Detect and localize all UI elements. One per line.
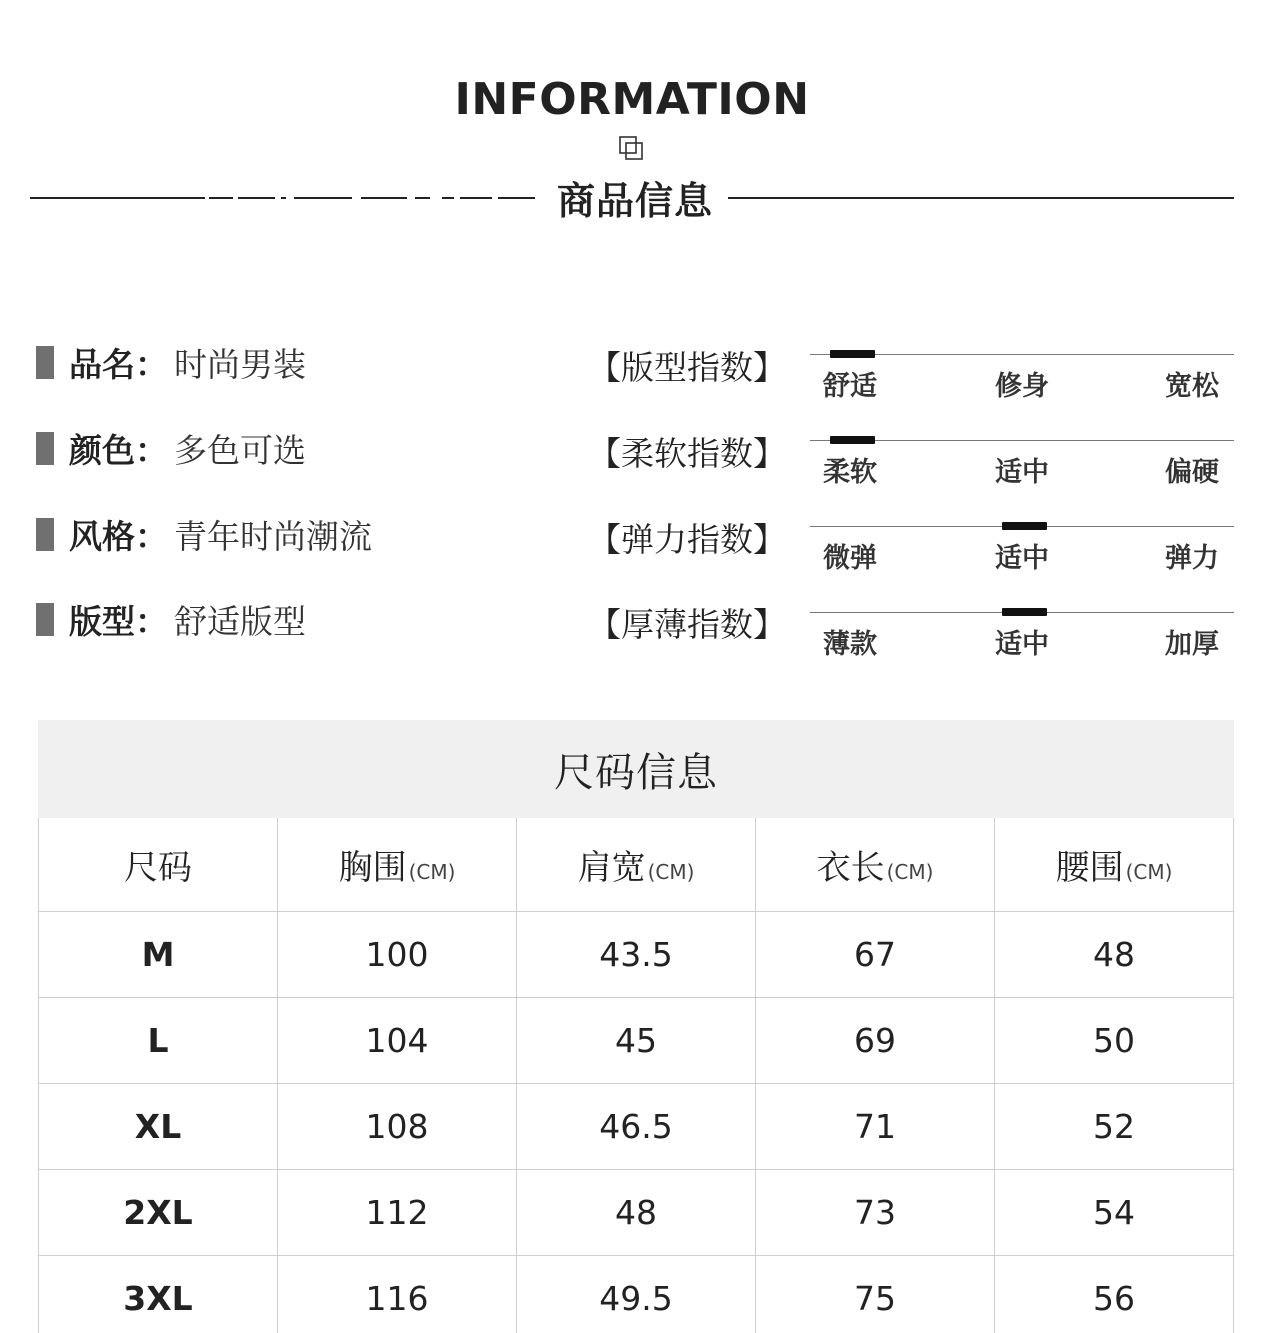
- column-header-waist: [995, 818, 1234, 911]
- size-cell: L: [39, 997, 278, 1083]
- length-cell: 71: [756, 1083, 995, 1169]
- softness-index-scale: [810, 440, 1234, 500]
- size-table: [38, 818, 1234, 1333]
- scale-label-low: 薄款: [823, 629, 877, 660]
- index-label-thickness: 【厚薄指数】: [588, 605, 786, 644]
- info-colon: ：: [135, 516, 168, 556]
- scale-label-high: 弹力: [1165, 543, 1219, 574]
- info-colon: ：: [135, 430, 168, 470]
- column-unit: (CM): [647, 859, 695, 884]
- info-value: 青年时尚潮流: [174, 516, 372, 556]
- bullet-bar: [36, 432, 54, 465]
- size-cell: 3XL: [39, 1255, 278, 1333]
- info-key: 风格: [69, 516, 135, 556]
- shoulder-cell: 46.5: [517, 1083, 756, 1169]
- column-header-length: [756, 818, 995, 911]
- table-header-row: [39, 818, 1234, 911]
- waist-cell: 50: [995, 997, 1234, 1083]
- size-cell: 2XL: [39, 1169, 278, 1255]
- chest-cell: 116: [278, 1255, 517, 1333]
- english-title: INFORMATION: [454, 74, 810, 125]
- shoulder-cell: 49.5: [517, 1255, 756, 1333]
- info-value: 舒适版型: [174, 601, 306, 641]
- scale-label-high: 宽松: [1165, 371, 1219, 402]
- header-divider-right: [728, 197, 1234, 199]
- column-name: 衣长: [816, 847, 885, 888]
- column-header-chest: [278, 818, 517, 911]
- info-value: 多色可选: [174, 430, 306, 470]
- shoulder-cell: 45: [517, 997, 756, 1083]
- info-colon: ：: [135, 344, 168, 384]
- index-label-elasticity: 【弹力指数】: [588, 520, 786, 559]
- size-cell: XL: [39, 1083, 278, 1169]
- column-name: 腰围: [1055, 847, 1124, 888]
- chest-cell: 104: [278, 997, 517, 1083]
- length-cell: 75: [756, 1255, 995, 1333]
- index-label-fit: 【版型指数】: [588, 348, 786, 387]
- table-row: [39, 1255, 1234, 1333]
- length-cell: 67: [756, 911, 995, 997]
- bullet-bar: [36, 346, 54, 379]
- index-label-softness: 【柔软指数】: [588, 434, 786, 473]
- fit-index-scale: [810, 354, 1234, 414]
- table-row: [39, 1169, 1234, 1255]
- column-name: 尺码: [124, 847, 192, 888]
- scale-label-high: 偏硬: [1165, 457, 1219, 488]
- chest-cell: 100: [278, 911, 517, 997]
- header-divider-left: [30, 197, 535, 199]
- scale-marker: [830, 436, 875, 444]
- bullet-bar: [36, 603, 54, 636]
- scale-label-mid: 适中: [995, 629, 1049, 660]
- logo-square-icon: [619, 136, 645, 162]
- length-cell: 73: [756, 1169, 995, 1255]
- table-row: [39, 911, 1234, 997]
- info-key: 品名: [69, 344, 135, 384]
- column-header-shoulder: [517, 818, 756, 911]
- scale-marker: [830, 350, 875, 358]
- scale-label-high: 加厚: [1165, 629, 1219, 660]
- info-value: 时尚男装: [174, 344, 306, 384]
- column-name: 胸围: [338, 847, 407, 888]
- column-unit: (CM): [1125, 859, 1173, 884]
- waist-cell: 56: [995, 1255, 1234, 1333]
- shoulder-cell: 48: [517, 1169, 756, 1255]
- scale-label-low: 微弹: [823, 543, 877, 574]
- info-row-style: [36, 514, 372, 554]
- column-unit: (CM): [408, 859, 456, 884]
- info-key: 版型: [69, 601, 135, 641]
- waist-cell: 48: [995, 911, 1234, 997]
- info-row-name: [36, 342, 306, 382]
- chinese-title: 商品信息: [556, 179, 713, 223]
- info-colon: ：: [135, 601, 168, 641]
- shoulder-cell: 43.5: [517, 911, 756, 997]
- scale-marker: [1002, 522, 1047, 530]
- table-row: [39, 997, 1234, 1083]
- column-unit: (CM): [886, 859, 934, 884]
- bullet-bar: [36, 518, 54, 551]
- elasticity-index-scale: [810, 526, 1234, 586]
- waist-cell: 54: [995, 1169, 1234, 1255]
- scale-label-mid: 适中: [995, 543, 1049, 574]
- scale-marker: [1002, 608, 1047, 616]
- scale-label-low: 柔软: [823, 457, 877, 488]
- chest-cell: 108: [278, 1083, 517, 1169]
- size-table-title: 尺码信息: [38, 720, 1234, 818]
- info-row-fit: [36, 599, 306, 639]
- scale-label-low: 舒适: [823, 371, 877, 402]
- info-key: 颜色: [69, 430, 135, 470]
- scale-label-mid: 适中: [995, 457, 1049, 488]
- chest-cell: 112: [278, 1169, 517, 1255]
- info-row-color: [36, 428, 306, 468]
- size-cell: M: [39, 911, 278, 997]
- thickness-index-scale: [810, 612, 1234, 672]
- column-header-size: [39, 818, 278, 911]
- length-cell: 69: [756, 997, 995, 1083]
- waist-cell: 52: [995, 1083, 1234, 1169]
- column-name: 肩宽: [577, 847, 646, 888]
- table-row: [39, 1083, 1234, 1169]
- scale-label-mid: 修身: [995, 371, 1049, 402]
